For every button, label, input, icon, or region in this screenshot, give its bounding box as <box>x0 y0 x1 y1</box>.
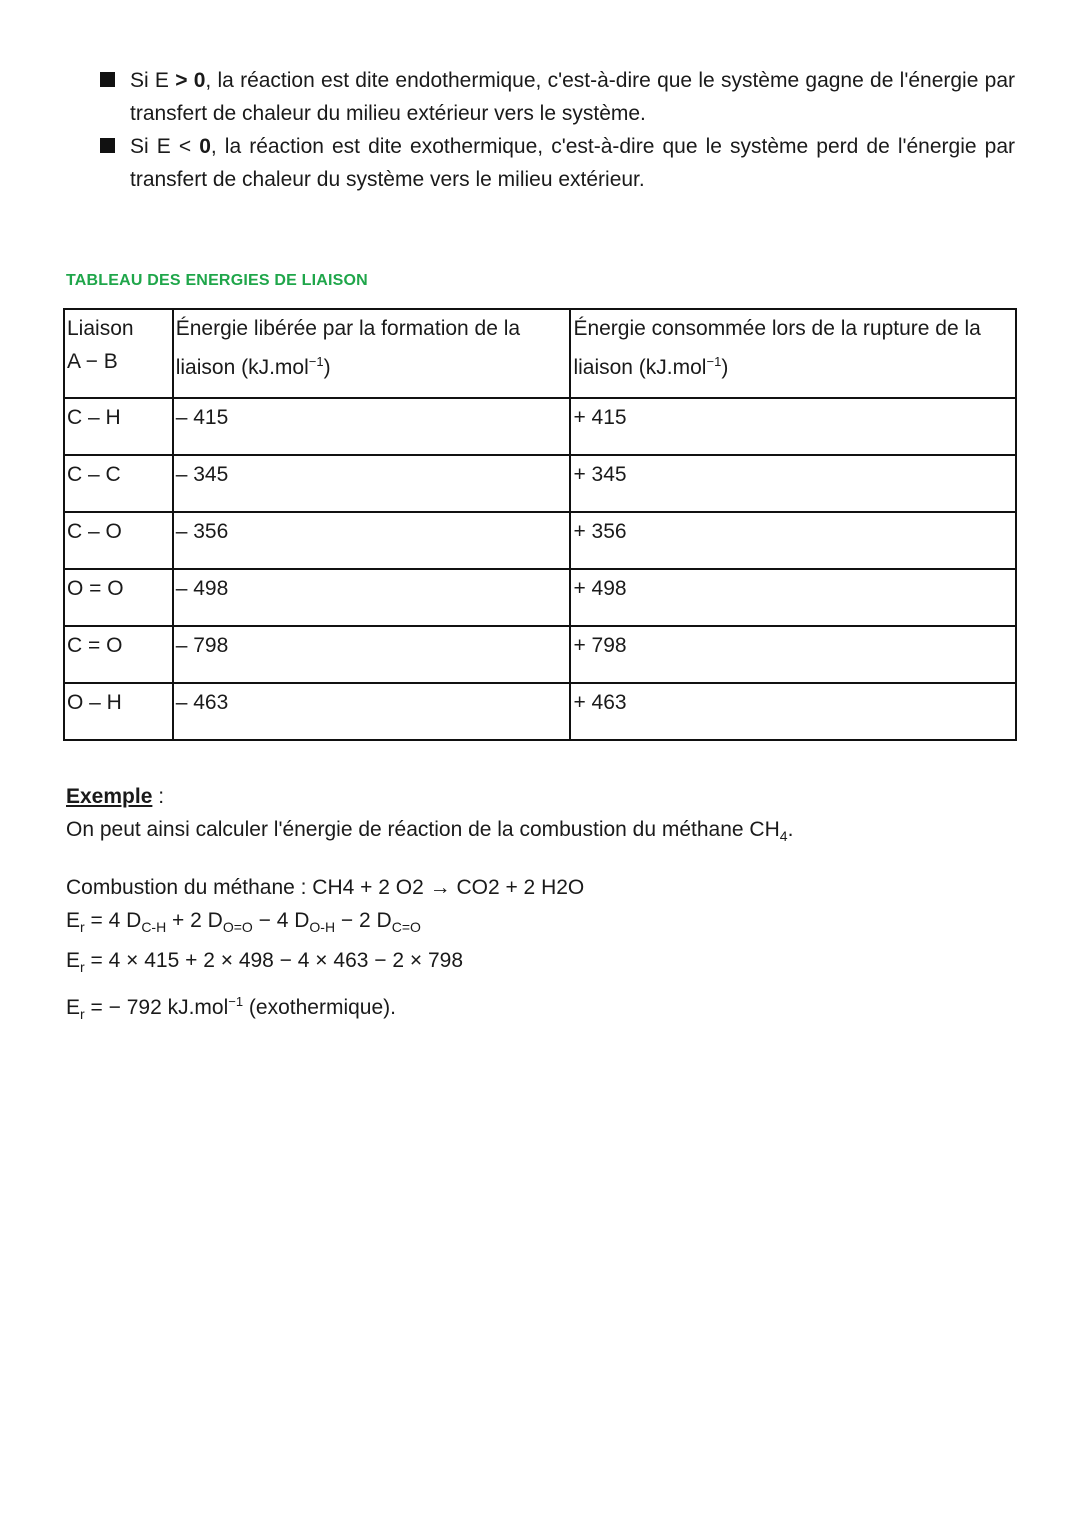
energy-formula <box>66 904 1026 944</box>
table-row <box>64 455 1016 512</box>
bullet-prefix: Si E <box>130 69 176 92</box>
intro-end: . <box>787 818 794 841</box>
bullet-square-icon <box>100 138 115 153</box>
cell-formation: – 798 <box>173 626 571 683</box>
eq-text: = − 792 kJ.mol <box>84 995 229 1019</box>
eq-lhs-sub: r <box>80 919 85 936</box>
eq-part: − 2 D <box>335 909 392 933</box>
eq-lhs: E <box>66 909 81 933</box>
eq-text: = 4 × 415 + 2 × 498 − 4 × 463 − 2 × 798 <box>84 949 464 973</box>
unit-exponent: −1 <box>308 354 324 369</box>
cell-bond: O = O <box>64 569 173 626</box>
bullet-square-icon <box>100 72 115 87</box>
unit-exponent: −1 <box>706 354 722 369</box>
bullet-list <box>100 64 1015 196</box>
example-title-suffix: : <box>152 785 165 808</box>
header-formation <box>173 309 571 398</box>
bullet-bold: > 0 <box>175 69 206 92</box>
eq-lhs: E <box>66 995 81 1019</box>
eq-sub: O-H <box>309 919 336 936</box>
energy-result <box>66 985 1026 1031</box>
cell-bond: C – O <box>64 512 173 569</box>
combustion-equation: Combustion du méthane : CH4 + 2 O2 → CO2 + 2 H2O <box>66 876 585 900</box>
cell-bond: C = O <box>64 626 173 683</box>
table-row <box>64 683 1016 740</box>
example-section <box>66 780 1026 1031</box>
eq-sub: C=O <box>391 919 421 936</box>
bullet-text: , la réaction est dite exothermique, c'est-à-dire que le système perd de l'énergie par transfert de chaleur du système vers le milieu extérieur. <box>130 135 1015 191</box>
unit-close: ) <box>721 356 729 379</box>
eq-lhs: E <box>66 949 81 973</box>
intro-text: On peut ainsi calculer l'énergie de réaction de la combustion du méthane CH <box>66 818 780 841</box>
bond-energy-table <box>63 308 1017 741</box>
cell-rupture: + 498 <box>570 569 1016 626</box>
header-bond-line1: Liaison <box>67 317 134 340</box>
eq-exponent: −1 <box>228 993 244 1009</box>
cell-formation: – 356 <box>173 512 571 569</box>
header-formation-text: Énergie libérée par la formation de la liaison (kJ.mol <box>175 317 521 379</box>
header-bond-line2: A − B <box>67 350 118 373</box>
bullet-text: , la réaction est dite endothermique, c'est-à-dire que le système gagne de l'énergie par transfert de chaleur du milieu extérieur vers le système. <box>130 69 1015 125</box>
table-row <box>64 398 1016 455</box>
table-row <box>64 626 1016 683</box>
unit-close: ) <box>323 356 331 379</box>
bullet-exothermic <box>100 130 1015 196</box>
cell-bond: O – H <box>64 683 173 740</box>
cell-formation: – 463 <box>173 683 571 740</box>
bullet-endothermic <box>100 64 1015 130</box>
example-title: Exemple <box>66 785 153 808</box>
energy-calculation <box>66 944 1026 984</box>
table-row <box>64 569 1016 626</box>
eq-sub: C-H <box>141 919 167 936</box>
eq-tail: (exothermique). <box>243 995 396 1019</box>
eq-lhs-sub: r <box>80 1005 85 1022</box>
cell-rupture: + 415 <box>570 398 1016 455</box>
table-row <box>64 512 1016 569</box>
header-rupture <box>570 309 1016 398</box>
bullet-bold: 0 <box>199 135 211 158</box>
example-intro <box>66 813 1026 853</box>
cell-rupture: + 356 <box>570 512 1016 569</box>
eq-part: − 4 D <box>252 909 310 933</box>
table-title: TABLEAU DES ENERGIES DE LIAISON <box>66 272 368 289</box>
cell-rupture: + 345 <box>570 455 1016 512</box>
cell-bond: C – H <box>64 398 173 455</box>
example-heading <box>66 780 1026 813</box>
cell-formation: – 415 <box>173 398 571 455</box>
cell-rupture: + 798 <box>570 626 1016 683</box>
cell-formation: – 498 <box>173 569 571 626</box>
cell-bond: C – C <box>64 455 173 512</box>
eq-part: + 2 D <box>166 909 223 933</box>
header-rupture-text: Énergie consommée lors de la rupture de la liaison (kJ.mol <box>573 317 981 379</box>
eq-lhs-sub: r <box>80 959 85 976</box>
bullet-prefix: Si E < <box>130 135 200 158</box>
cell-rupture: + 463 <box>570 683 1016 740</box>
table-header-row <box>64 309 1016 398</box>
cell-formation: – 345 <box>173 455 571 512</box>
intro-sub: 4 <box>779 828 788 845</box>
eq-sub: O=O <box>222 919 253 936</box>
header-bond <box>64 309 173 398</box>
eq-part: = 4 D <box>84 909 142 933</box>
